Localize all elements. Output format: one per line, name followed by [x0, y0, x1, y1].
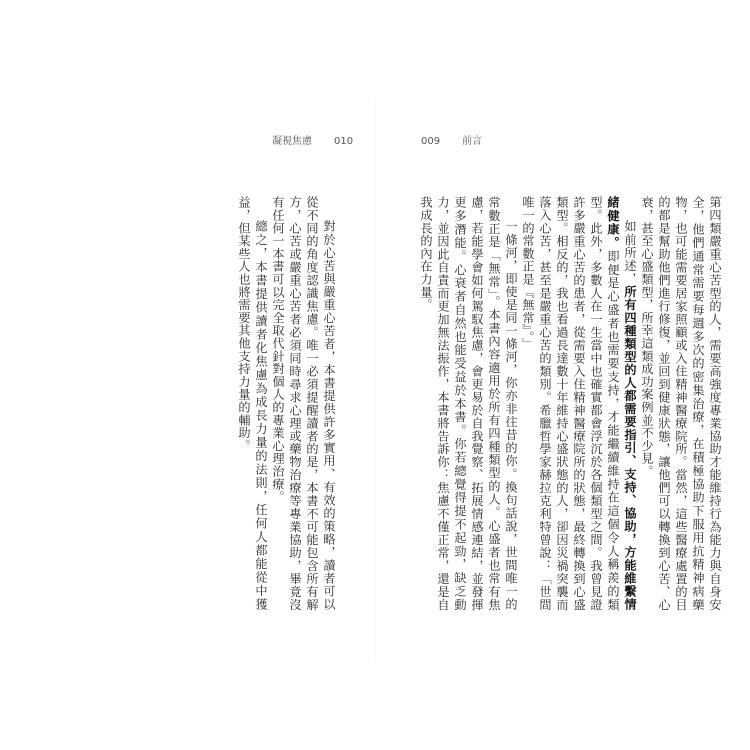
paragraph-text: 即便是心盛者也需要支持，才能繼續維持在這個令人稱羨的類型。此外，多數人在一生當中也確實都會浮沉於各個類型之間。我曾見證許多嚴重心苦的患者，從需要入住精神醫療院所的狀態，最終轉換到心盛類型。相反的，我也看過長達數十年維持心盛狀態的人，卻因災禍突襲而落入心苦，甚至是嚴重心苦的類別。希臘哲學家赫拉克利特曾說：「世間唯一的常數正是『無常』。」 [521, 196, 620, 611]
paragraph: 對於心苦與嚴重心苦者，本書提供許多實用、有效的策略，讀者可以從不同的角度認識焦慮。唯一必須提醒讀者的是，本書不可能包含所有解方，心苦或嚴重心苦者必須同時尋求心理或藥物治療等專業協助，畢竟沒有任何一本書可以完全取代針對個人的專業心理治療。 [271, 196, 336, 611]
right-page-body [419, 196, 723, 612]
left-page-body [197, 196, 337, 611]
right-page-header [421, 132, 482, 147]
chapter-title: 前言 [462, 136, 483, 147]
paragraph: 一條河，即使是同一條河，你亦非往昔的你。換句話說，世間唯一的常數正是「無常」。本書內容適用於所有四種類型的人。心盛者也常有焦慮，若能學會如何駕馭焦慮，會更易於自我覺察、拓展情感連結，並發揮更多潛能。心衰者自然也能受益於本書。你若總覺得提不起勁，缺乏動力，並因此自責而更加無法振作，本書將告訴你：焦慮不僅正常，還是自我成長的內在力量。 [419, 196, 518, 611]
paragraph: 總之，本書提供讀者化焦慮為成長力量的法則，任何人都能從中獲益，但某些人也將需要其他支持力量的輔助。 [237, 196, 268, 611]
paragraph-lead: 如前所述， [623, 220, 637, 286]
right-page-number: 009 [421, 136, 441, 147]
page-gutter [374, 100, 376, 660]
left-page-header [272, 132, 353, 147]
emphasis-text: 所有四種類型的人都需要指引、支持、協助，方能維繫情緒健康。 [606, 196, 637, 612]
paragraph [519, 196, 638, 611]
book-title: 凝視焦慮 [272, 136, 312, 147]
left-page-number: 010 [334, 136, 354, 147]
paragraph: 第四類嚴重心苦型的人，需要高強度專業協助才能維持行為能力與自身安全，他們通常需要每週多次的密集治療，在積極協助下服用抗精神病藥物，也可能需要居家照顧或入住精神醫療院所。當然，這些醫療處置的目的都是幫助他們進行修復，並回到健康狀態，讓他們可以轉換到心苦、心衰，甚至心盛類型，所幸這類成功案例並不少見。 [640, 196, 722, 611]
